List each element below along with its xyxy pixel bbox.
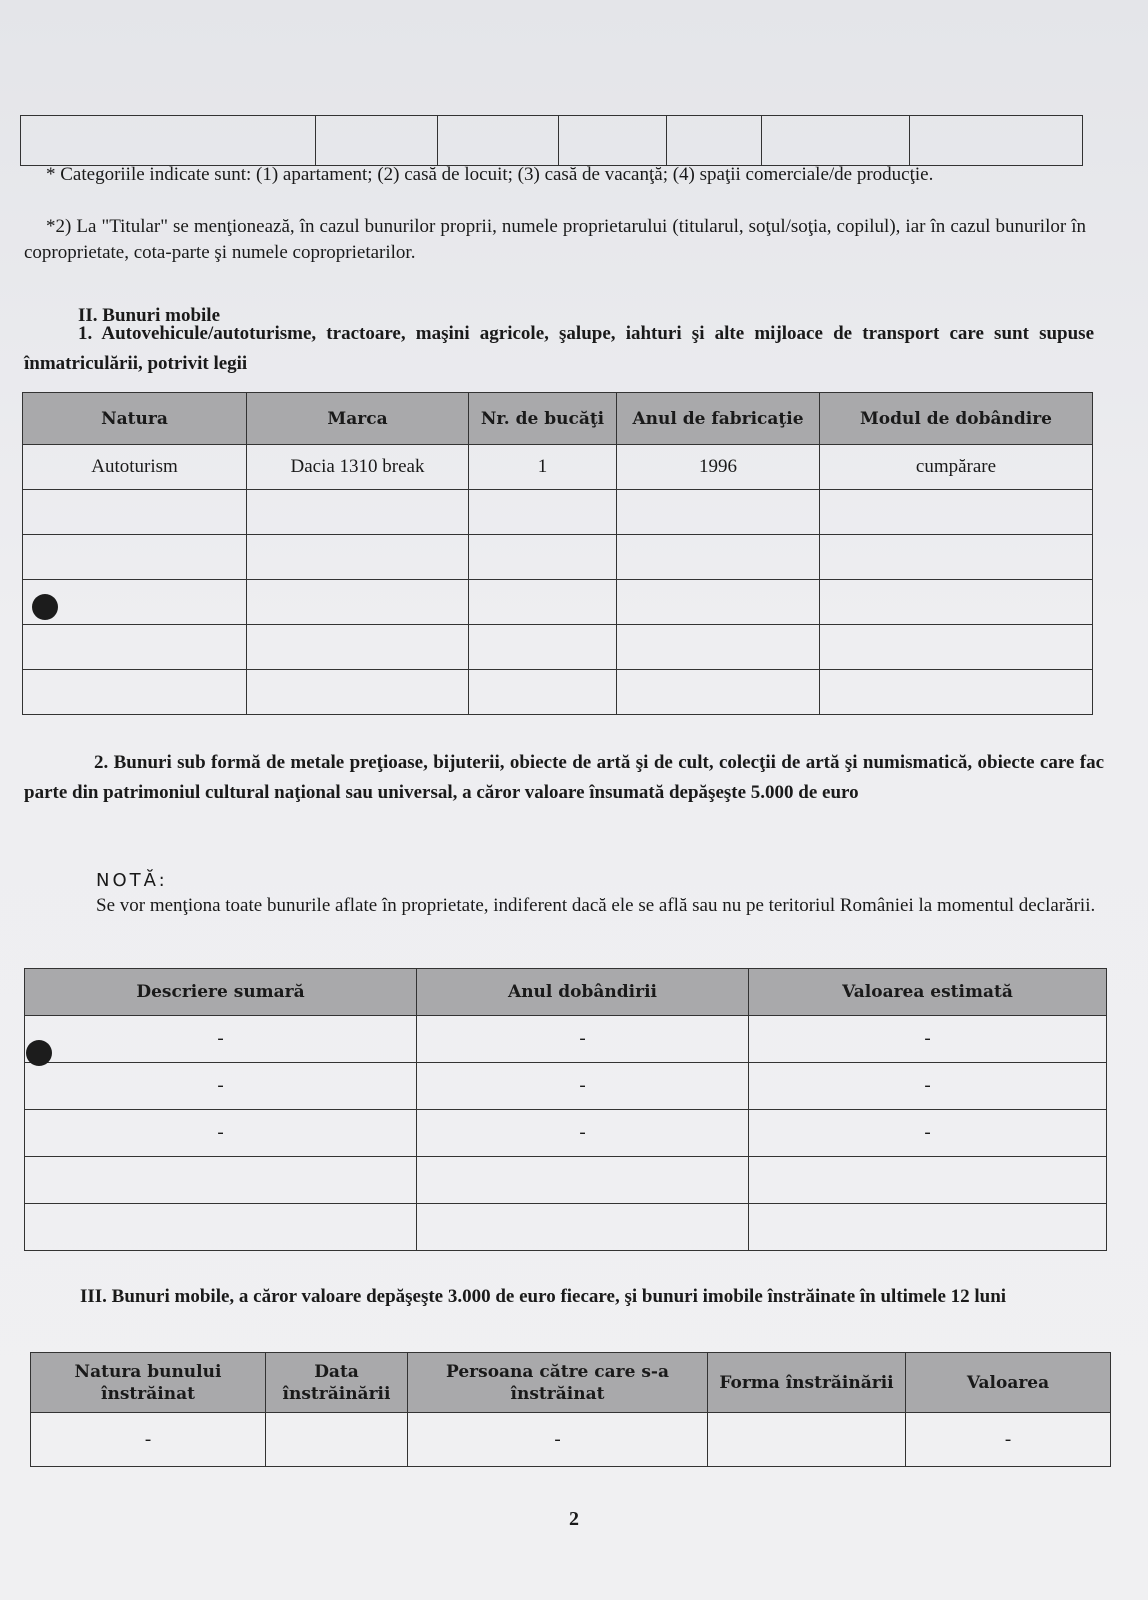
nota-label: NOTĂ:: [96, 870, 168, 891]
table-row: [23, 535, 1093, 580]
page-number: 2: [569, 1508, 579, 1530]
table-cell: [820, 535, 1093, 580]
column-header: Valoarea: [906, 1353, 1111, 1413]
table-cell: [417, 1157, 749, 1204]
table-cell: -: [408, 1413, 708, 1467]
table-cell: [469, 625, 617, 670]
table-cell: -: [749, 1110, 1107, 1157]
table-cell: [762, 116, 910, 166]
table-cell: [438, 116, 559, 166]
table-cell: [469, 535, 617, 580]
table-cell: [617, 490, 820, 535]
table-row: [25, 1157, 1107, 1204]
table-cell: [617, 580, 820, 625]
table-cell: cumpărare: [820, 445, 1093, 490]
column-header: Marca: [247, 393, 469, 445]
table-cell: [469, 670, 617, 715]
table-cell: -: [25, 1063, 417, 1110]
table-cell: [25, 1157, 417, 1204]
table-cell: [247, 580, 469, 625]
table-row: [25, 1063, 1107, 1110]
table-row: [23, 580, 1093, 625]
subsection-2-heading: 2. Bunuri sub formă de metale preţioase, bijuterii, obiecte de artă şi de cult, colecţii de artă şi numismatică, obiecte care fac parte din patrimoniul cultural naţional sau universal, a căror valoare însumată depăşeşte 5.000 de euro: [24, 752, 1104, 803]
table-cell: 1996: [617, 445, 820, 490]
table-cell: [820, 670, 1093, 715]
column-header: Nr. de bucăţi: [469, 393, 617, 445]
table-cell: [247, 490, 469, 535]
column-header: Modul de dobândire: [820, 393, 1093, 445]
table-cell: [749, 1204, 1107, 1251]
table-cell: -: [417, 1063, 749, 1110]
valuables-table: [24, 968, 1107, 1251]
table-cell: [316, 116, 438, 166]
table-cell: [667, 116, 762, 166]
table-row: [23, 490, 1093, 535]
nota-text: Se vor menţiona toate bunurile aflate în proprietate, indiferent dacă ele se află sau nu pe teritoriul României la momentul declarării.: [96, 895, 1096, 916]
table-cell: -: [25, 1016, 417, 1063]
table-cell: -: [749, 1063, 1107, 1110]
table-cell: [23, 625, 247, 670]
column-header: Natura bunului înstrăinat: [31, 1353, 266, 1413]
table-cell: -: [31, 1413, 266, 1467]
table-cell: [417, 1204, 749, 1251]
hole-punch-mark: [32, 594, 58, 620]
table-cell: -: [906, 1413, 1111, 1467]
hole-punch-mark: [26, 1040, 52, 1066]
section-3-heading: III. Bunuri mobile, a căror valoare depăşeşte 3.000 de euro fiecare, şi bunuri imobile înstrăinate în ultimele 12 luni: [80, 1286, 1007, 1307]
table-cell: [247, 670, 469, 715]
table-cell: Autoturism: [23, 445, 247, 490]
titular-note: *2) La "Titular" se menţionează, în cazul bunurilor proprii, numele proprietarului (titularul, soţul/soţia, copilul), iar în cazul bunurilor în coproprietate, cota-parte şi numele coproprietarilor.: [24, 216, 1086, 263]
table-row: [23, 670, 1093, 715]
table-cell: [617, 670, 820, 715]
table-cell: -: [25, 1110, 417, 1157]
table-row: [25, 1016, 1107, 1063]
table-cell: [25, 1204, 417, 1251]
column-header: Anul de fabricaţie: [617, 393, 820, 445]
table-row: [23, 625, 1093, 670]
table-cell: [820, 625, 1093, 670]
table-cell: -: [417, 1016, 749, 1063]
column-header: Descriere sumară: [25, 969, 417, 1016]
table-cell: [749, 1157, 1107, 1204]
alienated-assets-table: [30, 1352, 1111, 1467]
table-cell: [820, 580, 1093, 625]
column-header: Valoarea estimată: [749, 969, 1107, 1016]
table-cell: [23, 535, 247, 580]
table-cell: [820, 490, 1093, 535]
table-cell: [708, 1413, 906, 1467]
table-cell: [247, 535, 469, 580]
table-cell: [23, 670, 247, 715]
table-cell: -: [417, 1110, 749, 1157]
table-row: [25, 1110, 1107, 1157]
table-cell: [559, 116, 667, 166]
table-row: [23, 445, 1093, 490]
table-cell: 1: [469, 445, 617, 490]
table-cell: [21, 116, 316, 166]
table-cell: -: [749, 1016, 1107, 1063]
table-cell: [617, 535, 820, 580]
section-heading-bunuri-mobile: II. Bunuri mobile: [78, 305, 221, 326]
vehicles-table: [22, 392, 1093, 715]
table-cell: [469, 580, 617, 625]
table-cell: [469, 490, 617, 535]
table-cell: [23, 490, 247, 535]
table-cell: [910, 116, 1083, 166]
column-header: Persoana către care s-a înstrăinat: [408, 1353, 708, 1413]
column-header: Data înstrăinării: [266, 1353, 408, 1413]
table-cell: [247, 625, 469, 670]
column-header: Natura: [23, 393, 247, 445]
table-cell: [266, 1413, 408, 1467]
subsection-1-heading: 1. Autovehicule/autoturisme, tractoare, maşini agricole, şalupe, iahturi şi alte mijloace de transport care sunt supuse înmatriculării, potrivit legii: [24, 323, 1094, 374]
categories-note: * Categoriile indicate sunt: (1) apartament; (2) casă de locuit; (3) casă de vacanţă; (4) spaţii comerciale/de producţie.: [46, 164, 934, 185]
top-table-fragment: [20, 115, 1083, 166]
table-cell: Dacia 1310 break: [247, 445, 469, 490]
column-header: Anul dobândirii: [417, 969, 749, 1016]
table-row: [31, 1413, 1111, 1467]
table-cell: [617, 625, 820, 670]
table-row: [25, 1204, 1107, 1251]
column-header: Forma înstrăinării: [708, 1353, 906, 1413]
